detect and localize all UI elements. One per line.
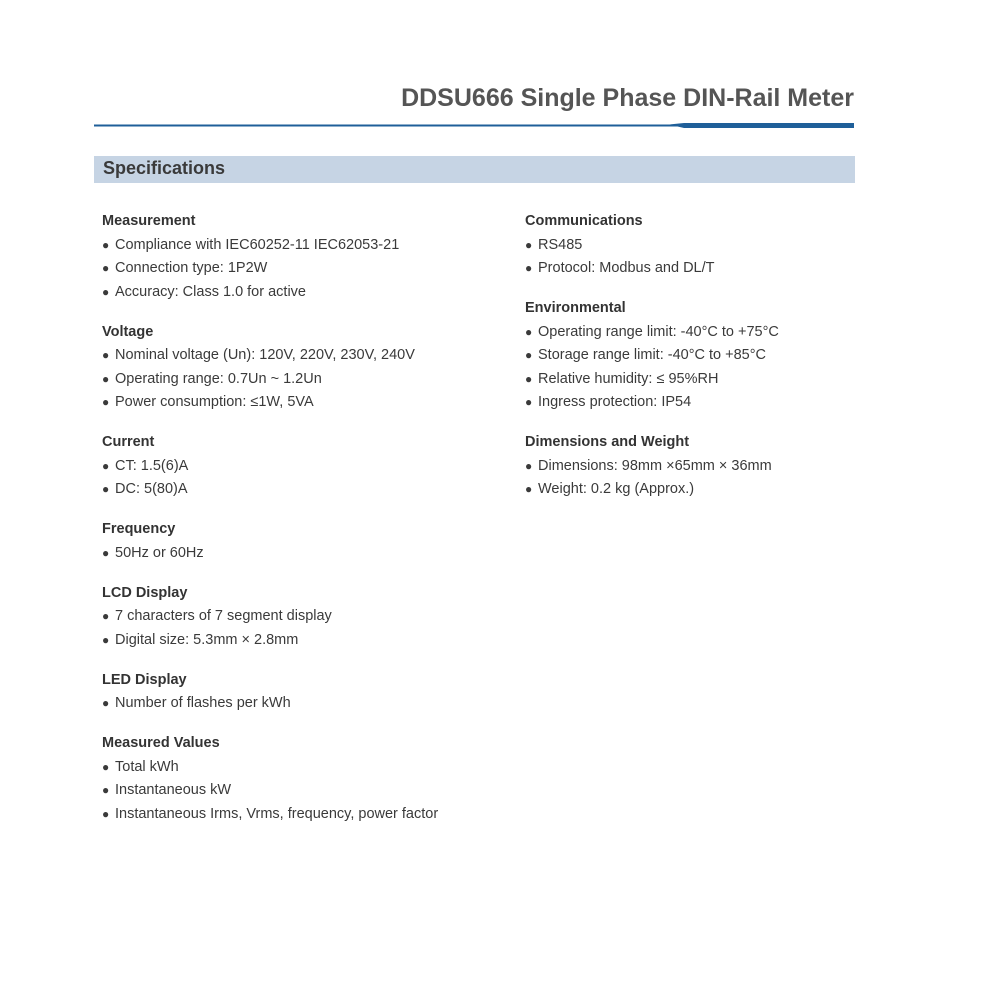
spec-item <box>102 632 512 649</box>
spec-item-text: Number of flashes per kWh <box>115 695 291 711</box>
spec-item <box>102 695 512 712</box>
spec-section <box>525 434 855 498</box>
spec-item-text: Operating range limit: -40°C to +75°C <box>538 323 779 340</box>
spec-item <box>102 371 512 388</box>
bullet-icon: ● <box>102 395 110 409</box>
spec-item-text: Total kWh <box>115 758 179 775</box>
spec-item-text: Accuracy: Class 1.0 for active <box>115 283 306 300</box>
title-underline <box>94 123 854 128</box>
bullet-icon: ● <box>525 395 533 409</box>
spec-item-text: Compliance with IEC60252-11 IEC62053-21 <box>115 236 400 253</box>
section-title: Communications <box>525 213 643 229</box>
bullet-icon: ● <box>525 482 533 496</box>
spec-item-text: Relative humidity: ≤ 95%RH <box>538 370 719 387</box>
spec-section <box>102 672 512 713</box>
bullet-icon: ● <box>102 806 110 821</box>
spec-item <box>102 347 512 364</box>
spec-item <box>525 347 855 364</box>
underline-thin <box>94 125 684 127</box>
specifications-heading: Specifications <box>103 158 226 178</box>
spec-item-text: Protocol: Modbus and DL/T <box>538 260 715 276</box>
spec-section <box>102 434 512 498</box>
bullet-icon: ● <box>102 284 110 299</box>
bullet-icon: ● <box>525 237 533 252</box>
spec-item <box>102 782 512 799</box>
spec-item <box>525 394 855 411</box>
spec-item-text: Nominal voltage (Un): 120V, 220V, 230V, 240V <box>115 347 415 363</box>
spec-section <box>102 324 512 412</box>
spec-item-text: Weight: 0.2 kg (Approx.) <box>538 481 695 497</box>
spec-section <box>102 521 512 562</box>
spec-item-text: DC: 5(80)A <box>115 481 188 497</box>
bullet-icon: ● <box>525 348 533 362</box>
bullet-icon: ● <box>102 237 110 252</box>
spec-item <box>102 260 512 277</box>
spec-item-text: Operating range: 0.7Un ~ 1.2Un <box>115 370 322 387</box>
spec-item <box>525 371 855 388</box>
bullet-icon: ● <box>525 324 533 339</box>
spec-item-text: CT: 1.5(6)A <box>115 457 189 474</box>
bullet-icon: ● <box>102 371 110 386</box>
bullet-icon: ● <box>102 482 110 496</box>
section-title: LED Display <box>102 671 187 688</box>
spec-item-text: Connection type: 1P2W <box>115 260 268 276</box>
spec-item-text: 7 characters of 7 segment display <box>115 608 332 624</box>
spec-section <box>102 213 512 301</box>
right-column <box>525 213 855 521</box>
spec-item <box>102 759 512 776</box>
section-title: Current <box>102 434 155 450</box>
spec-item-text: 50Hz or 60Hz <box>115 544 204 561</box>
spec-item-text: Digital size: 5.3mm × 2.8mm <box>115 631 299 648</box>
bullet-icon: ● <box>102 632 110 647</box>
spec-section <box>525 300 855 411</box>
spec-item-text: RS485 <box>538 236 583 253</box>
spec-section <box>102 585 512 649</box>
section-title: Environmental <box>525 300 626 316</box>
section-title: Voltage <box>102 323 154 340</box>
spec-item <box>525 324 855 341</box>
spec-item-text: Ingress protection: IP54 <box>538 394 692 410</box>
spec-item-text: Storage range limit: -40°C to +85°C <box>538 347 766 363</box>
spec-item-text: Power consumption: ≤1W, 5VA <box>115 394 314 410</box>
section-title: Measurement <box>102 213 196 229</box>
spec-item <box>102 284 512 301</box>
spec-item <box>102 545 512 562</box>
spec-item-text: Instantaneous Irms, Vrms, frequency, power factor <box>115 805 439 822</box>
spec-section <box>525 213 855 277</box>
bullet-icon: ● <box>102 759 110 774</box>
page-title: DDSU666 Single Phase DIN-Rail Meter <box>401 84 854 112</box>
spec-item <box>102 458 512 475</box>
spec-item-text: Instantaneous kW <box>115 782 232 798</box>
bullet-icon: ● <box>102 458 110 473</box>
bullet-icon: ● <box>525 458 533 473</box>
section-title: Measured Values <box>102 735 220 751</box>
spec-item <box>102 481 512 498</box>
section-title: LCD Display <box>102 584 188 601</box>
spec-section <box>102 735 512 823</box>
bullet-icon: ● <box>102 261 110 275</box>
section-title: Frequency <box>102 521 176 537</box>
underline-thick <box>669 123 854 128</box>
bullet-icon: ● <box>102 696 110 710</box>
spec-item <box>525 481 855 498</box>
specifications-bar <box>94 156 855 183</box>
spec-item <box>102 608 512 625</box>
section-title: Dimensions and Weight <box>525 434 690 450</box>
bullet-icon: ● <box>102 545 110 560</box>
spec-item <box>525 260 855 277</box>
bullet-icon: ● <box>102 609 110 623</box>
bullet-icon: ● <box>525 261 533 275</box>
spec-item <box>102 806 512 823</box>
spec-item-text: Dimensions: 98mm ×65mm × 36mm <box>538 457 772 474</box>
spec-item <box>525 237 855 254</box>
bullet-icon: ● <box>525 371 533 386</box>
bullet-icon: ● <box>102 348 110 362</box>
bullet-icon: ● <box>102 783 110 797</box>
left-column <box>102 213 512 846</box>
spec-item <box>102 394 512 411</box>
spec-item <box>102 237 512 254</box>
spec-item <box>525 458 855 475</box>
